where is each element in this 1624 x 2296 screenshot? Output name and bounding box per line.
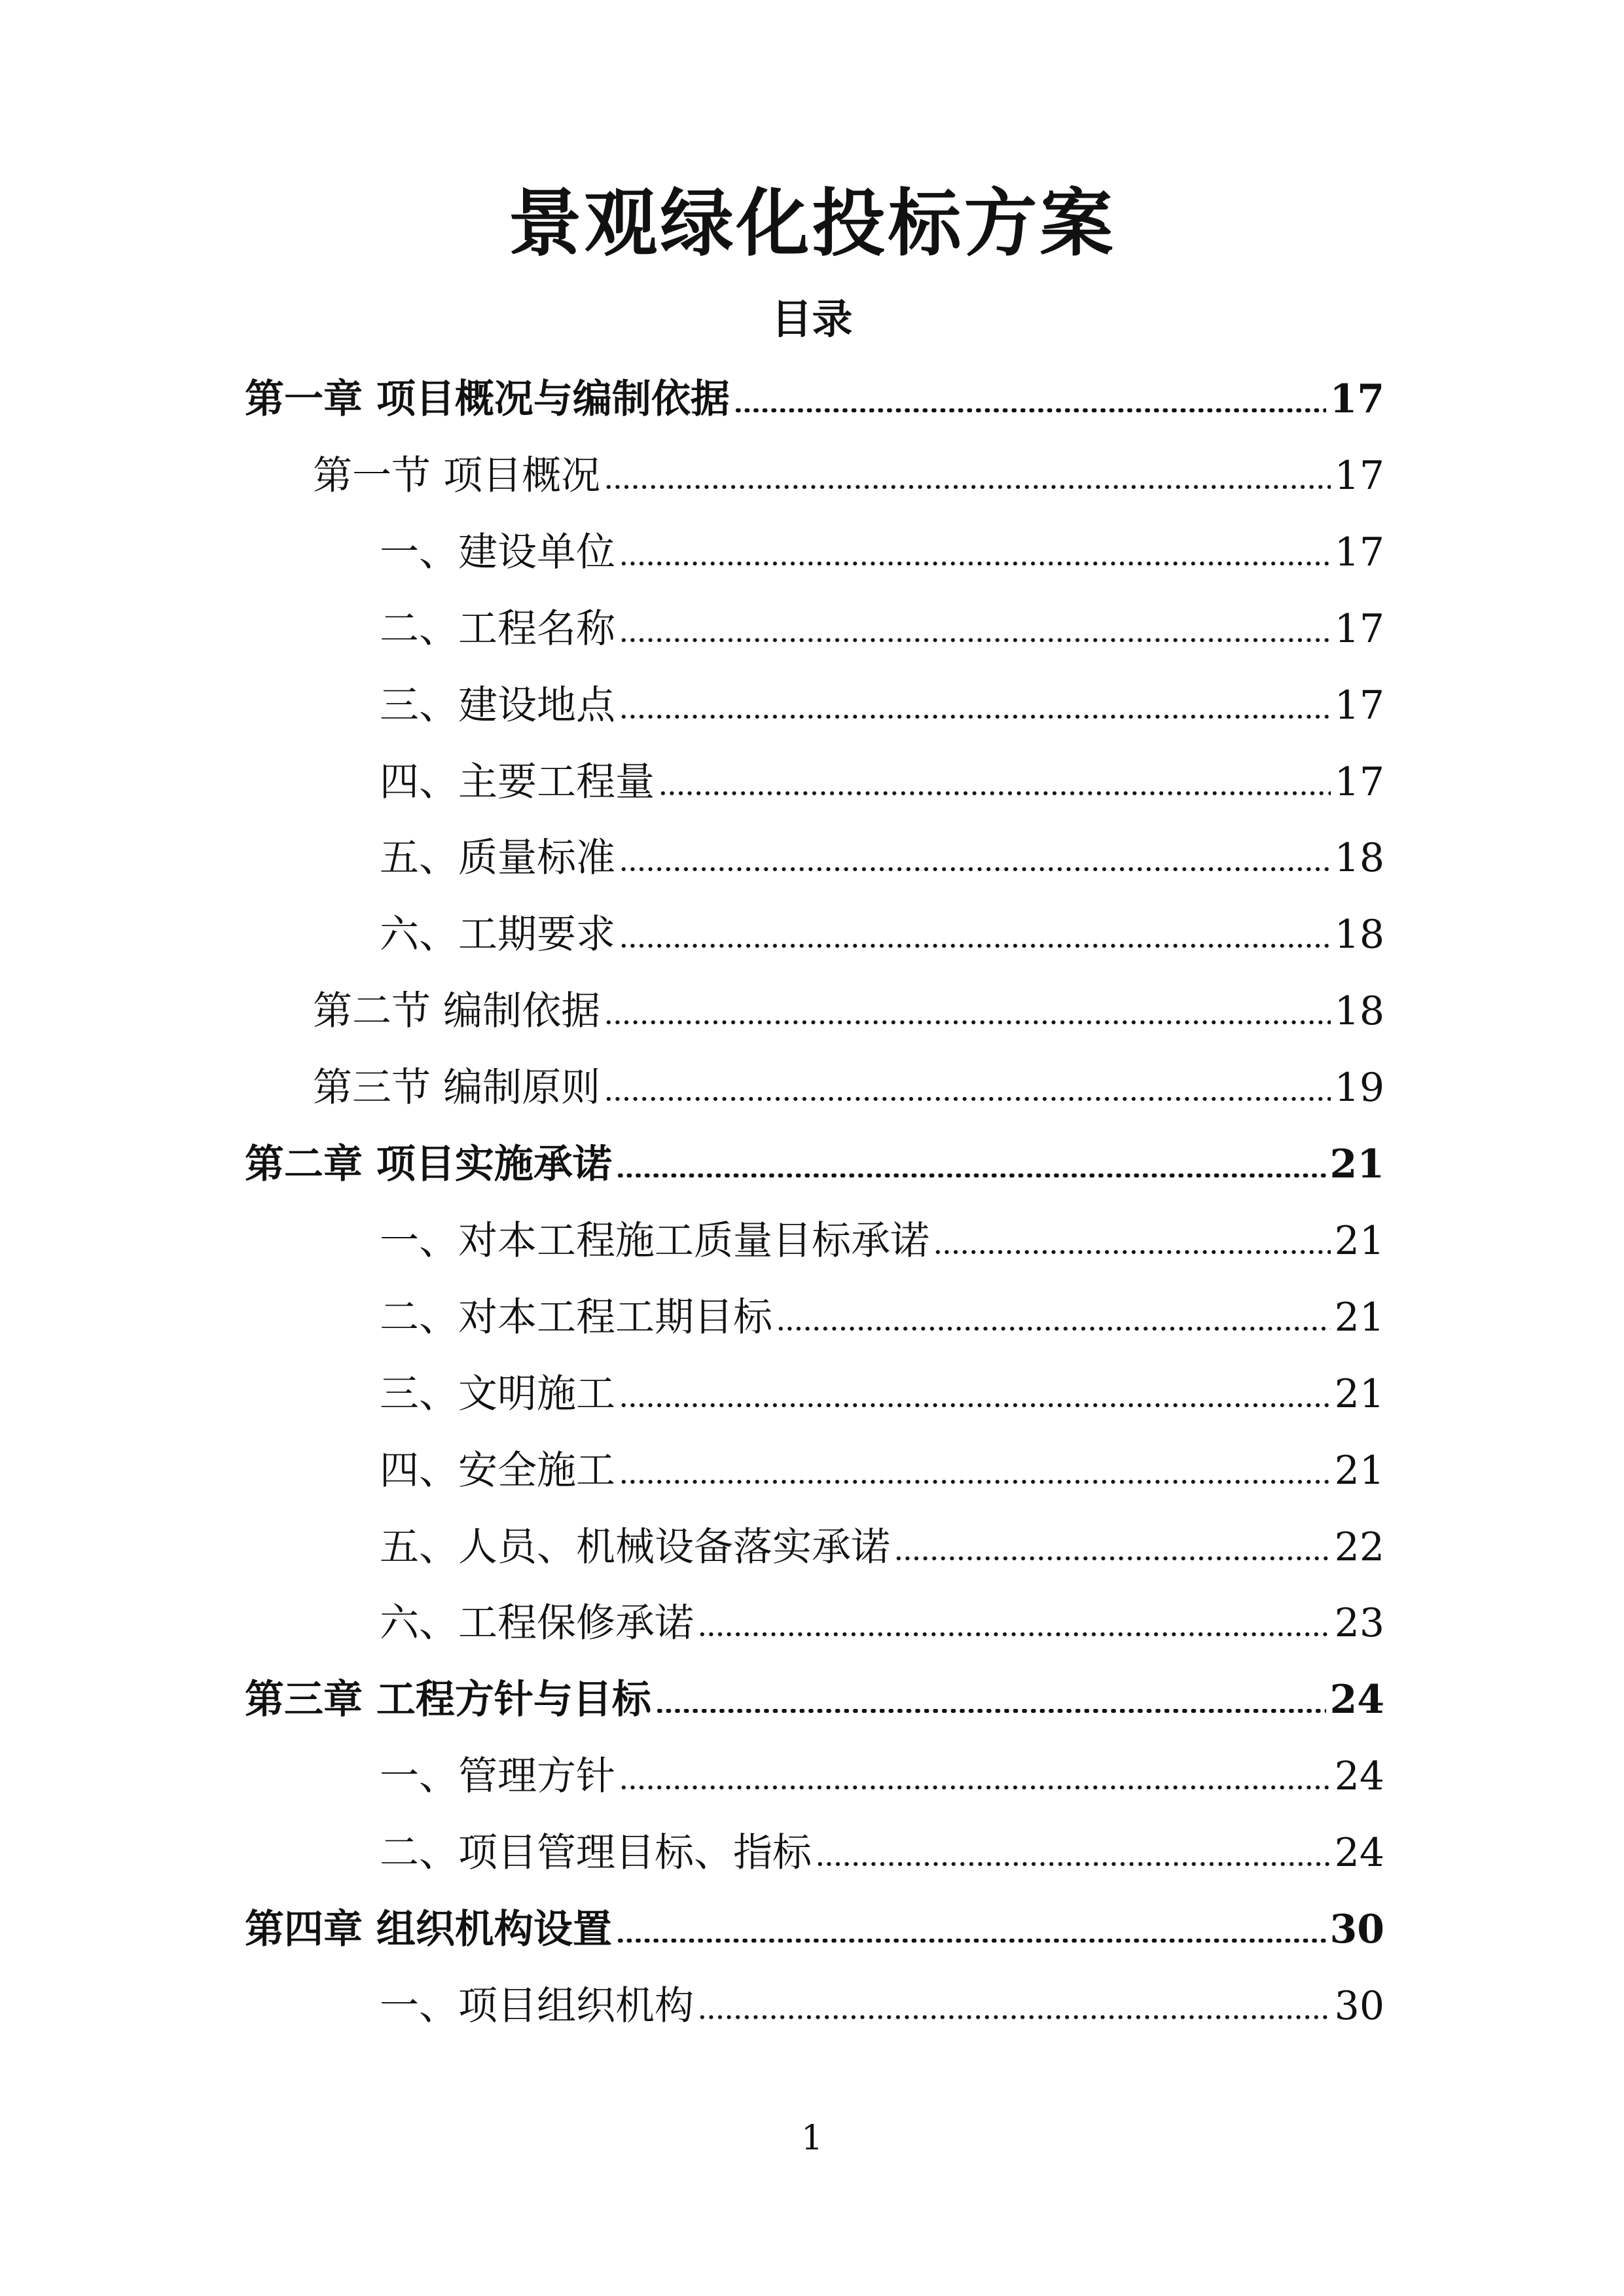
toc-entry[interactable] xyxy=(380,1515,1384,1580)
toc-entry-page: 24 xyxy=(1334,1753,1384,1800)
toc-entry-label: 二、对本工程工期目标 xyxy=(380,1294,772,1340)
toc-dot-leader xyxy=(619,715,1331,719)
toc-entry-label: 第三节 编制原则 xyxy=(313,1065,601,1111)
toc-entry-page: 17 xyxy=(1334,605,1384,652)
toc-dot-leader xyxy=(698,2015,1331,2019)
toc-entry[interactable] xyxy=(380,1361,1384,1427)
toc-entry-page: 17 xyxy=(1329,376,1384,422)
document-title: 景观绿化投标方案 xyxy=(508,181,1116,266)
toc-entry[interactable] xyxy=(380,596,1384,662)
toc-dot-leader xyxy=(894,1556,1331,1560)
toc-dot-leader xyxy=(619,1480,1331,1484)
toc-entry-page: 18 xyxy=(1334,912,1384,958)
toc-entry-label: 一、管理方针 xyxy=(380,1753,615,1800)
toc-dot-leader xyxy=(619,867,1331,871)
toc-entry-page: 24 xyxy=(1329,1677,1384,1723)
toc-entry-label: 第四章 组织机构设置 xyxy=(245,1907,612,1952)
toc-entry[interactable] xyxy=(313,1055,1384,1121)
toc-entry[interactable] xyxy=(380,673,1384,738)
toc-entry[interactable] xyxy=(313,443,1384,509)
toc-dot-leader xyxy=(619,944,1331,948)
toc-entry-label: 一、项目组织机构 xyxy=(380,1982,694,2029)
toc-heading: 目录 xyxy=(771,295,853,343)
toc-dot-leader xyxy=(619,638,1331,642)
toc-entry-page: 23 xyxy=(1334,1600,1384,1647)
toc-entry-label: 第一节 项目概况 xyxy=(313,452,601,499)
toc-dot-leader xyxy=(619,1785,1331,1789)
toc-entry-page: 24 xyxy=(1334,1830,1384,1876)
toc-entry[interactable] xyxy=(380,520,1384,585)
toc-entry-label: 一、对本工程施工质量目标承诺 xyxy=(380,1217,929,1264)
toc-entry[interactable] xyxy=(380,1285,1384,1350)
toc-entry-page: 21 xyxy=(1334,1371,1384,1417)
toc-entry-page: 21 xyxy=(1334,1447,1384,1494)
toc-entry[interactable] xyxy=(380,749,1384,815)
toc-entry[interactable] xyxy=(380,902,1384,967)
toc-entry-page: 19 xyxy=(1334,1065,1384,1111)
toc-entry-label: 二、工程名称 xyxy=(380,605,615,652)
toc-entry-page: 18 xyxy=(1334,835,1384,882)
toc-dot-leader xyxy=(604,1097,1331,1101)
page-number: 1 xyxy=(801,2119,823,2158)
toc-entry[interactable] xyxy=(245,1667,1384,1732)
toc-entry-label: 第一章 项目概况与编制依据 xyxy=(245,376,730,422)
toc-entry-label: 一、建设单位 xyxy=(380,529,615,575)
toc-dot-leader xyxy=(698,1632,1331,1636)
toc-entry[interactable] xyxy=(380,1744,1384,1809)
toc-entry[interactable] xyxy=(380,1973,1384,2039)
toc-entry[interactable] xyxy=(380,1820,1384,1886)
toc-entry-page: 21 xyxy=(1334,1294,1384,1340)
toc-entry-label: 六、工程保修承诺 xyxy=(380,1600,694,1647)
toc-entry[interactable] xyxy=(380,1438,1384,1503)
toc-entry-label: 四、主要工程量 xyxy=(380,759,655,805)
toc-entry-label: 第三章 工程方针与目标 xyxy=(245,1677,651,1723)
toc-entry-label: 三、文明施工 xyxy=(380,1371,615,1417)
toc-entry-page: 30 xyxy=(1334,1982,1384,2029)
toc-entry-page: 17 xyxy=(1334,682,1384,728)
toc-dot-leader xyxy=(655,1709,1326,1713)
toc-entry-label: 四、安全施工 xyxy=(380,1447,615,1494)
toc-entry[interactable] xyxy=(245,1897,1384,1962)
toc-entry[interactable] xyxy=(380,825,1384,891)
toc-entry-page: 21 xyxy=(1329,1141,1384,1187)
toc-entry[interactable] xyxy=(313,978,1384,1044)
toc-dot-leader xyxy=(776,1327,1331,1331)
toc-entry[interactable] xyxy=(380,1208,1384,1274)
toc-entry-label: 第二节 编制依据 xyxy=(313,988,601,1035)
toc-dot-leader xyxy=(616,1939,1326,1943)
toc-dot-leader xyxy=(619,1403,1331,1407)
toc-dot-leader xyxy=(933,1250,1331,1254)
toc-entry-page: 17 xyxy=(1334,759,1384,805)
toc-dot-leader xyxy=(616,1174,1326,1177)
toc-entry-page: 22 xyxy=(1334,1524,1384,1570)
toc-entry-page: 21 xyxy=(1334,1217,1384,1264)
toc-dot-leader xyxy=(604,1020,1331,1024)
toc-dot-leader xyxy=(816,1862,1331,1866)
toc-dot-leader xyxy=(619,562,1331,565)
toc-entry[interactable] xyxy=(380,1590,1384,1656)
toc-dot-leader xyxy=(604,485,1331,489)
toc-entry-label: 第二章 项目实施承诺 xyxy=(245,1141,612,1187)
toc-entry-label: 六、工期要求 xyxy=(380,912,615,958)
toc-entry-label: 三、建设地点 xyxy=(380,682,615,728)
toc-entry-page: 30 xyxy=(1329,1907,1384,1952)
toc-entry-page: 17 xyxy=(1334,529,1384,575)
toc-entry-page: 18 xyxy=(1334,988,1384,1035)
toc-entry[interactable] xyxy=(245,1132,1384,1197)
toc-entry-page: 17 xyxy=(1334,452,1384,499)
toc-entry-label: 五、人员、机械设备落实承诺 xyxy=(380,1524,890,1570)
toc-entry[interactable] xyxy=(245,367,1384,432)
toc-dot-leader xyxy=(734,408,1326,412)
toc-dot-leader xyxy=(659,791,1331,795)
toc-entry-label: 五、质量标准 xyxy=(380,835,615,882)
toc-entry-label: 二、项目管理目标、指标 xyxy=(380,1830,812,1876)
